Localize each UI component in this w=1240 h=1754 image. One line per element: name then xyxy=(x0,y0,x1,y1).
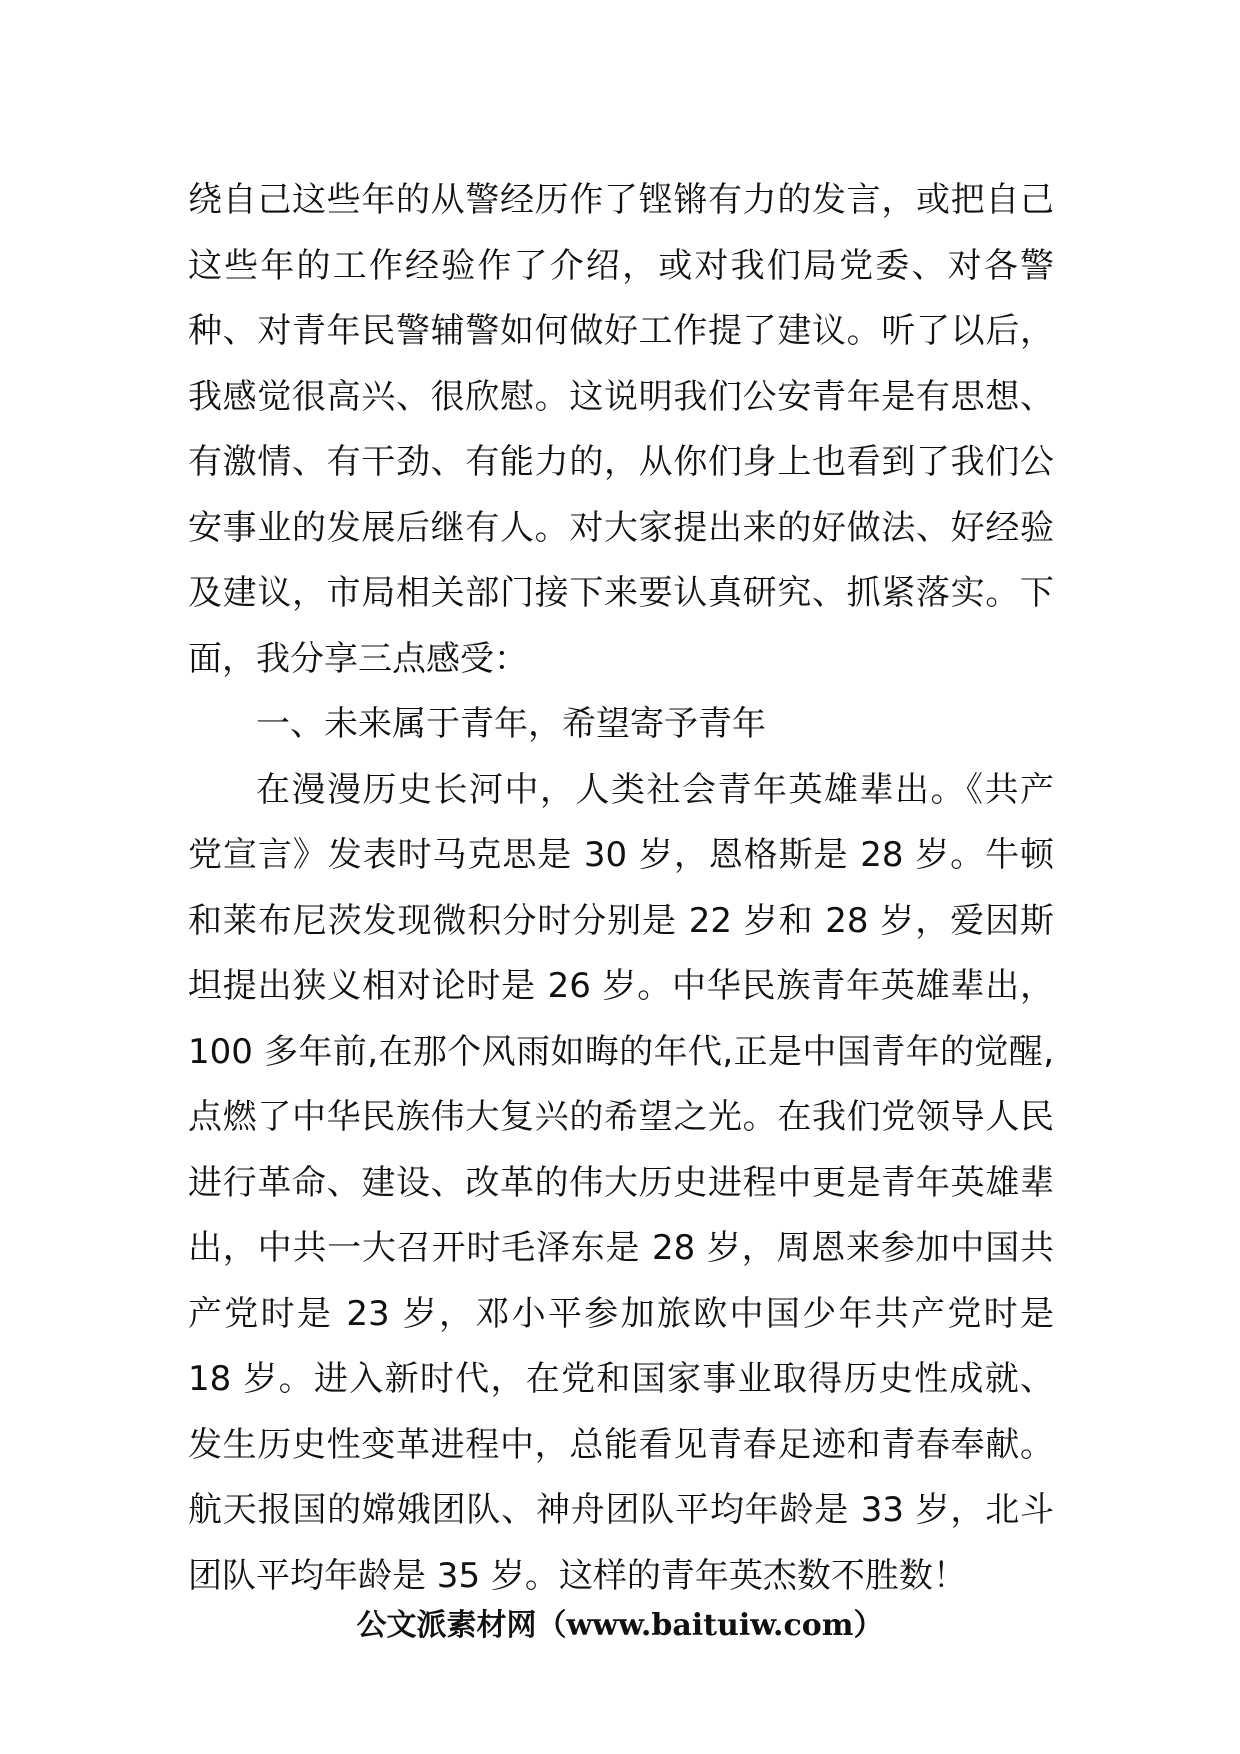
section-heading: 一、未来属于青年，希望寄予青年 xyxy=(256,704,766,744)
paragraph-youth-history: 在漫漫历史长河中，人类社会青年英雄辈出。《共产党宣言》发表时马克思是 30 岁，恩格斯是 28 岁。牛顿和莱布尼茨发现微积分时分别是 22 岁和 28 岁，爱因斯坦提出狭义相对论时是 26 岁。中华民族青年英雄辈出，100 多年前,在那个风雨如晦的年代,正是中国青年的觉醒,点燃了中华民族伟大复兴的希望之光。在我们党领导人民进行革命、建设、改革的伟大历史进程中更是青年英雄辈出，中共一大召开时毛泽东是 28 岁，周恩来参加中国共产党时是 23 岁，邓小平参加旅欧中国少年共产党时是 18 岁。进入新时代，在党和国家事业取得历史性成就、发生历史性变革进程中，总能看见青春足迹和青春奉献。航天报国的嫦娥团队、神舟团队平均年龄是 33 岁，北斗团队平均年龄是 35 岁。这样的青年英杰数不胜数！ xyxy=(188,769,1054,1596)
document-body xyxy=(188,168,1054,1609)
footer-watermark: 公文派素材网（www.baituiw.com） xyxy=(356,1608,884,1643)
paragraph-continuation: 绕自己这些年的从警经历作了铿锵有力的发言，或把自己这些年的工作经验作了介绍，或对我们局党委、对各警种、对青年民警辅警如何做好工作提了建议。听了以后，我感觉很高兴、很欣慰。这说明我们公安青年是有思想、有激情、有干劲、有能力的，从你们身上也看到了我们公安事业的发展后继有人。对大家提出来的好做法、好经验及建议，市局相关部门接下来要认真研究、抓紧落实。下面，我分享三点感受： xyxy=(188,180,1054,679)
